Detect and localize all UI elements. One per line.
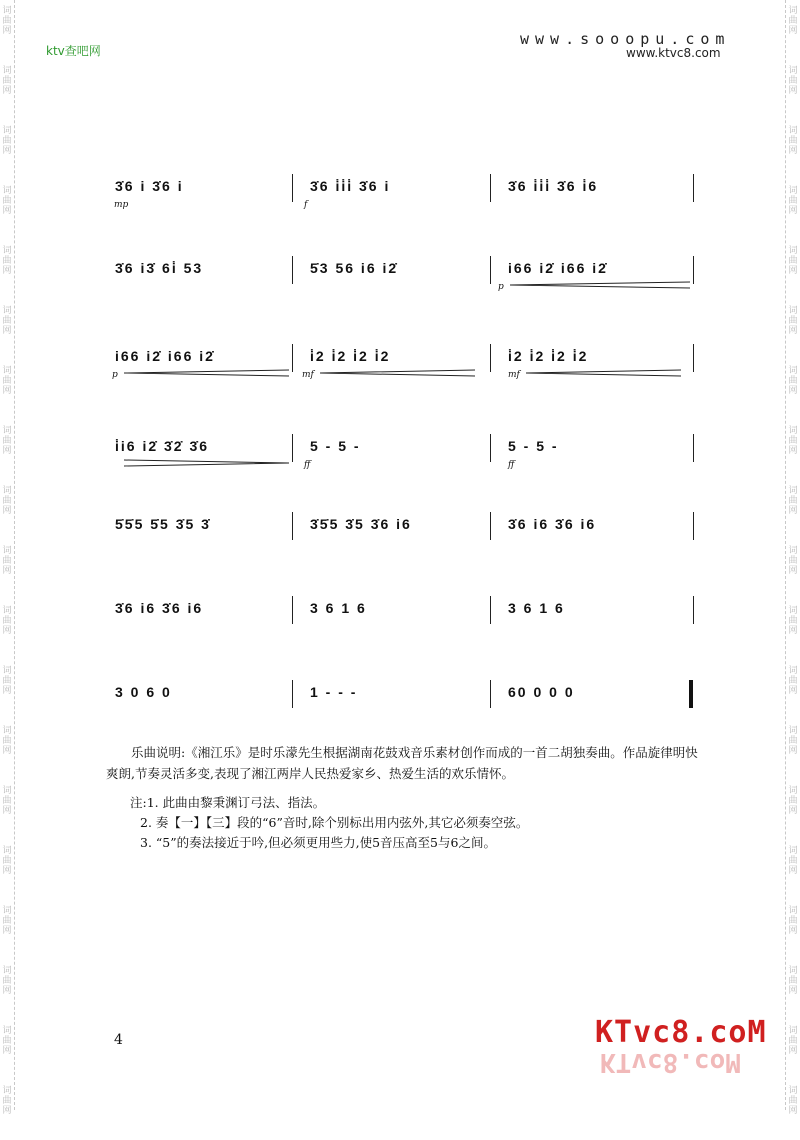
dynamic-mark: p: [112, 370, 118, 380]
score-row: [110, 592, 700, 662]
footer-logo: KTvc8.coM: [595, 1015, 767, 1050]
barline: [693, 434, 694, 462]
measure-group: 3 0 6 0: [115, 684, 172, 700]
watermark-text: 词 曲 网: [788, 846, 798, 876]
watermark-text: 词 曲 网: [788, 666, 798, 696]
measure-group: 5 - 5 -: [310, 438, 361, 454]
watermark-text: 词 曲 网: [2, 786, 12, 816]
site-url-secondary: www.ktvc8.com: [626, 46, 721, 60]
measure-group: i̇2 i̇2 i̇2 i̇2: [508, 348, 589, 364]
crescendo-hairpin: [510, 282, 690, 288]
barline: [490, 512, 491, 540]
measure-group: 3̇6 i̇i̇i̇ 3̇6 i̇6: [508, 178, 599, 194]
note-3: 3. “5”的奏法接近于吟,但必须更用些力,使5音压高至5与6之间。: [140, 835, 496, 850]
watermark-text: 词 曲 网: [2, 366, 12, 396]
measure-group: i̇i6 i2̇ 3̇2̇ 3̇6: [115, 438, 210, 454]
watermark-text: 词 曲 网: [788, 426, 798, 456]
measure-group: 60 0 0 0: [508, 684, 575, 700]
note-1: 注:1. 此曲由黎秉渊订弓法、指法。: [130, 795, 326, 810]
site-url: www.sooopu.com: [520, 30, 731, 48]
barline: [292, 174, 293, 202]
watermark-text: 词 曲 网: [2, 186, 12, 216]
dynamic-mark: mp: [114, 200, 129, 210]
dynamic-mark: ff: [304, 460, 311, 470]
barline: [693, 174, 694, 202]
watermark-text: 词 曲 网: [788, 6, 798, 36]
measure-group: 3̇6 i6 3̇6 i6: [508, 516, 597, 532]
measure-group: i̇2 i̇2 i̇2 i̇2: [310, 348, 391, 364]
barline: [292, 512, 293, 540]
measure-group: 3̇6 i̇i̇i̇ 3̇6 i: [310, 178, 391, 194]
watermark-text: 词 曲 网: [2, 1086, 12, 1116]
barline: [292, 680, 293, 708]
watermark-text: 词 曲 网: [788, 1086, 798, 1116]
measure-group: 3̇6 i3̇ 6i̇ 53: [115, 260, 204, 276]
watermark-text: 词 曲 网: [788, 126, 798, 156]
measure-group: 3̇5̇5 3̇5 3̇6 i6: [310, 516, 412, 532]
watermark-text: 词 曲 网: [2, 726, 12, 756]
watermark-text: 词 曲 网: [2, 606, 12, 636]
dynamic-mark: ff: [508, 460, 515, 470]
barline: [490, 256, 491, 284]
watermark-text: 词 曲 网: [788, 486, 798, 516]
footer-logo-reflection: KTvc8.coM: [600, 1047, 741, 1077]
watermark-text: 词 曲 网: [788, 306, 798, 336]
barline: [490, 174, 491, 202]
dynamic-mark: mf: [302, 370, 314, 380]
watermark-text: 词 曲 网: [788, 606, 798, 636]
score-row: [110, 340, 700, 410]
score-row: [110, 676, 700, 746]
watermark-text: 词 曲 网: [788, 546, 798, 576]
watermark-text: 词 曲 网: [788, 66, 798, 96]
watermark-text: 词 曲 网: [2, 246, 12, 276]
score-row: [110, 508, 700, 578]
watermark-text: 词 曲 网: [2, 1026, 12, 1056]
crescendo-hairpin: [124, 370, 289, 376]
measure-group: i66 i2̇ i66 i2̇: [115, 348, 215, 364]
barline: [490, 680, 491, 708]
barline: [490, 434, 491, 462]
barline: [693, 512, 694, 540]
watermark-text: 词 曲 网: [788, 366, 798, 396]
score-row: [110, 252, 700, 322]
watermark-text: 词 曲 网: [2, 66, 12, 96]
dynamic-mark: f: [304, 200, 308, 210]
barline: [490, 344, 491, 372]
measure-group: 5̇5̇5 5̇5 3̇5 3̇: [115, 516, 211, 532]
page-number: 4: [114, 1032, 123, 1048]
left-watermark-strip: [0, 0, 15, 1116]
measure-group: 3̇6 i 3̇6 i: [115, 178, 184, 194]
score-row: [110, 170, 700, 240]
watermark-text: 词 曲 网: [788, 906, 798, 936]
watermark-text: 词 曲 网: [2, 846, 12, 876]
watermark-text: 词 曲 网: [2, 906, 12, 936]
measure-group: i66 i2̇ i66 i2̇: [508, 260, 608, 276]
measure-group: 3 6 1 6: [508, 600, 565, 616]
right-watermark-strip: [785, 0, 800, 1116]
watermark-text: 词 曲 网: [788, 726, 798, 756]
watermark-text: 词 曲 网: [788, 966, 798, 996]
measure-group: 3̇6 i6 3̇6 i6: [115, 600, 204, 616]
watermark-text: 词 曲 网: [2, 666, 12, 696]
crescendo-hairpin: [320, 370, 475, 376]
watermark-text: 词 曲 网: [2, 486, 12, 516]
barline: [693, 344, 694, 372]
watermark-text: 词 曲 网: [788, 1026, 798, 1056]
measure-group: 3 6 1 6: [310, 600, 367, 616]
final-barline: [689, 680, 693, 708]
barline: [292, 434, 293, 462]
barline: [693, 596, 694, 624]
watermark-text: 词 曲 网: [2, 426, 12, 456]
measure-group: 5̇3 56 i6 i2̇: [310, 260, 399, 276]
decrescendo-hairpin: [124, 460, 289, 466]
watermark-text: 词 曲 网: [2, 126, 12, 156]
dynamic-mark: p: [498, 282, 504, 292]
watermark-text: 词 曲 网: [788, 786, 798, 816]
piece-description: 乐曲说明:《湘江乐》是时乐濛先生根据湖南花鼓戏音乐素材创作而成的一首二胡独奏曲。作品旋律明快爽朗,节奏灵活多变,表现了湘江两岸人民热爱家乡、热爱生活的欢乐情怀。: [106, 745, 698, 781]
watermark-text: 词 曲 网: [788, 186, 798, 216]
measure-group: 5 - 5 -: [508, 438, 559, 454]
watermark-text: 词 曲 网: [2, 546, 12, 576]
watermark-text: 词 曲 网: [2, 966, 12, 996]
barline: [292, 344, 293, 372]
measure-group: 1 - - -: [310, 684, 358, 700]
note-2: 2. 奏【一】【三】段的“6”音时,除个别标出用内弦外,其它必须奏空弦。: [140, 815, 529, 830]
barline: [490, 596, 491, 624]
score-row: [110, 430, 700, 500]
watermark-text: 词 曲 网: [2, 306, 12, 336]
site-brand: ktv查吧网: [46, 44, 101, 58]
watermark-text: 词 曲 网: [2, 6, 12, 36]
barline: [693, 256, 694, 284]
crescendo-hairpin: [526, 370, 681, 376]
watermark-text: 词 曲 网: [788, 246, 798, 276]
dynamic-mark: mf: [508, 370, 520, 380]
barline: [292, 256, 293, 284]
barline: [292, 596, 293, 624]
